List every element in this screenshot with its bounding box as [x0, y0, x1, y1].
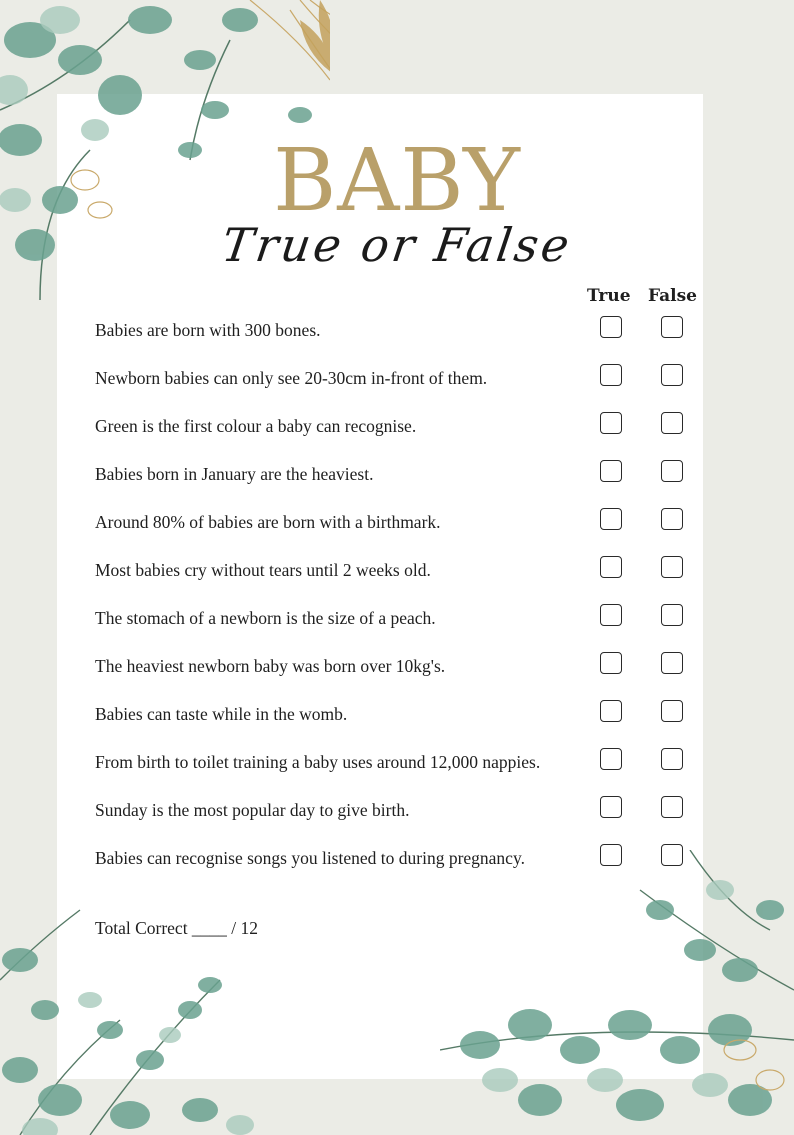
true-checkbox[interactable]	[600, 844, 622, 866]
false-checkbox[interactable]	[661, 556, 683, 578]
false-checkbox[interactable]	[661, 508, 683, 530]
false-checkbox[interactable]	[661, 844, 683, 866]
true-checkbox[interactable]	[600, 316, 622, 338]
question-text: Babies born in January are the heaviest.	[95, 464, 374, 484]
false-checkbox[interactable]	[661, 796, 683, 818]
total-correct: Total Correct ____ / 12	[95, 918, 259, 938]
question-row	[0, 556, 794, 586]
true-checkbox[interactable]	[600, 604, 622, 626]
true-checkbox[interactable]	[600, 796, 622, 818]
question-text: Around 80% of babies are born with a birthmark.	[95, 512, 441, 532]
question-row	[0, 508, 794, 538]
title: BABY	[273, 131, 521, 231]
question-text: Most babies cry without tears until 2 weeks old.	[95, 560, 431, 580]
true-checkbox[interactable]	[600, 508, 622, 530]
question-text: Green is the first colour a baby can recognise.	[95, 416, 417, 436]
question-row	[0, 844, 794, 874]
true-checkbox[interactable]	[600, 412, 622, 434]
question-row	[0, 700, 794, 730]
true-checkbox[interactable]	[600, 460, 622, 482]
true-checkbox[interactable]	[600, 700, 622, 722]
question-text: Babies can recognise songs you listened to during pregnancy.	[95, 848, 525, 868]
true-checkbox[interactable]	[600, 556, 622, 578]
question-text: The stomach of a newborn is the size of a peach.	[95, 608, 436, 628]
question-text: Newborn babies can only see 20-30cm in-front of them.	[95, 368, 488, 388]
false-checkbox[interactable]	[661, 364, 683, 386]
false-checkbox[interactable]	[661, 316, 683, 338]
question-row	[0, 748, 794, 778]
false-checkbox[interactable]	[661, 412, 683, 434]
question-row	[0, 412, 794, 442]
false-checkbox[interactable]	[661, 748, 683, 770]
question-row	[0, 652, 794, 682]
false-checkbox[interactable]	[661, 652, 683, 674]
false-column-header: False	[648, 286, 697, 306]
question-text: Sunday is the most popular day to give birth.	[95, 800, 410, 820]
question-text: The heaviest newborn baby was born over 10kg's.	[95, 656, 446, 676]
question-row	[0, 316, 794, 346]
false-checkbox[interactable]	[661, 604, 683, 626]
subtitle: True or False	[218, 218, 576, 272]
true-column-header: True	[587, 286, 631, 306]
true-checkbox[interactable]	[600, 748, 622, 770]
question-row	[0, 364, 794, 394]
false-checkbox[interactable]	[661, 460, 683, 482]
question-row	[0, 796, 794, 826]
true-checkbox[interactable]	[600, 652, 622, 674]
question-text: Babies are born with 300 bones.	[95, 320, 321, 340]
question-text: From birth to toilet training a baby uses around 12,000 nappies.	[95, 752, 541, 772]
question-row	[0, 460, 794, 490]
true-checkbox[interactable]	[600, 364, 622, 386]
question-row	[0, 604, 794, 634]
false-checkbox[interactable]	[661, 700, 683, 722]
question-text: Babies can taste while in the womb.	[95, 704, 348, 724]
leaf-decoration-bottom-right	[440, 850, 794, 1135]
